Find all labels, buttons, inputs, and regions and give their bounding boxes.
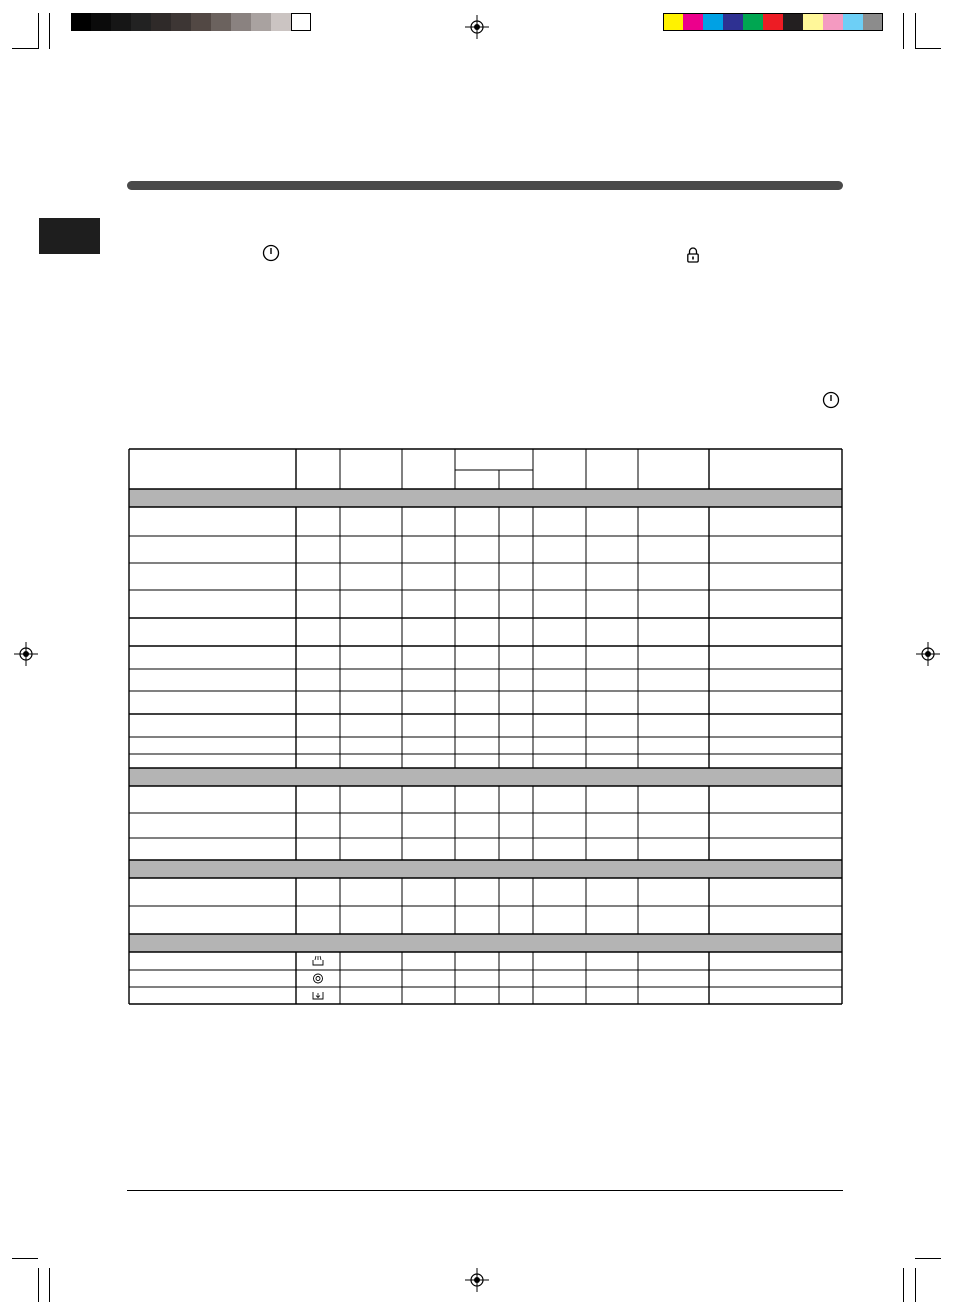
- section-band: [129, 860, 842, 878]
- section-band: [129, 934, 842, 952]
- spin-icon: [314, 974, 323, 983]
- section-band: [129, 489, 842, 507]
- section-band: [129, 768, 842, 786]
- rinse-icon: [313, 956, 323, 965]
- drain-icon: [313, 992, 323, 999]
- footer-rule: [127, 1190, 843, 1191]
